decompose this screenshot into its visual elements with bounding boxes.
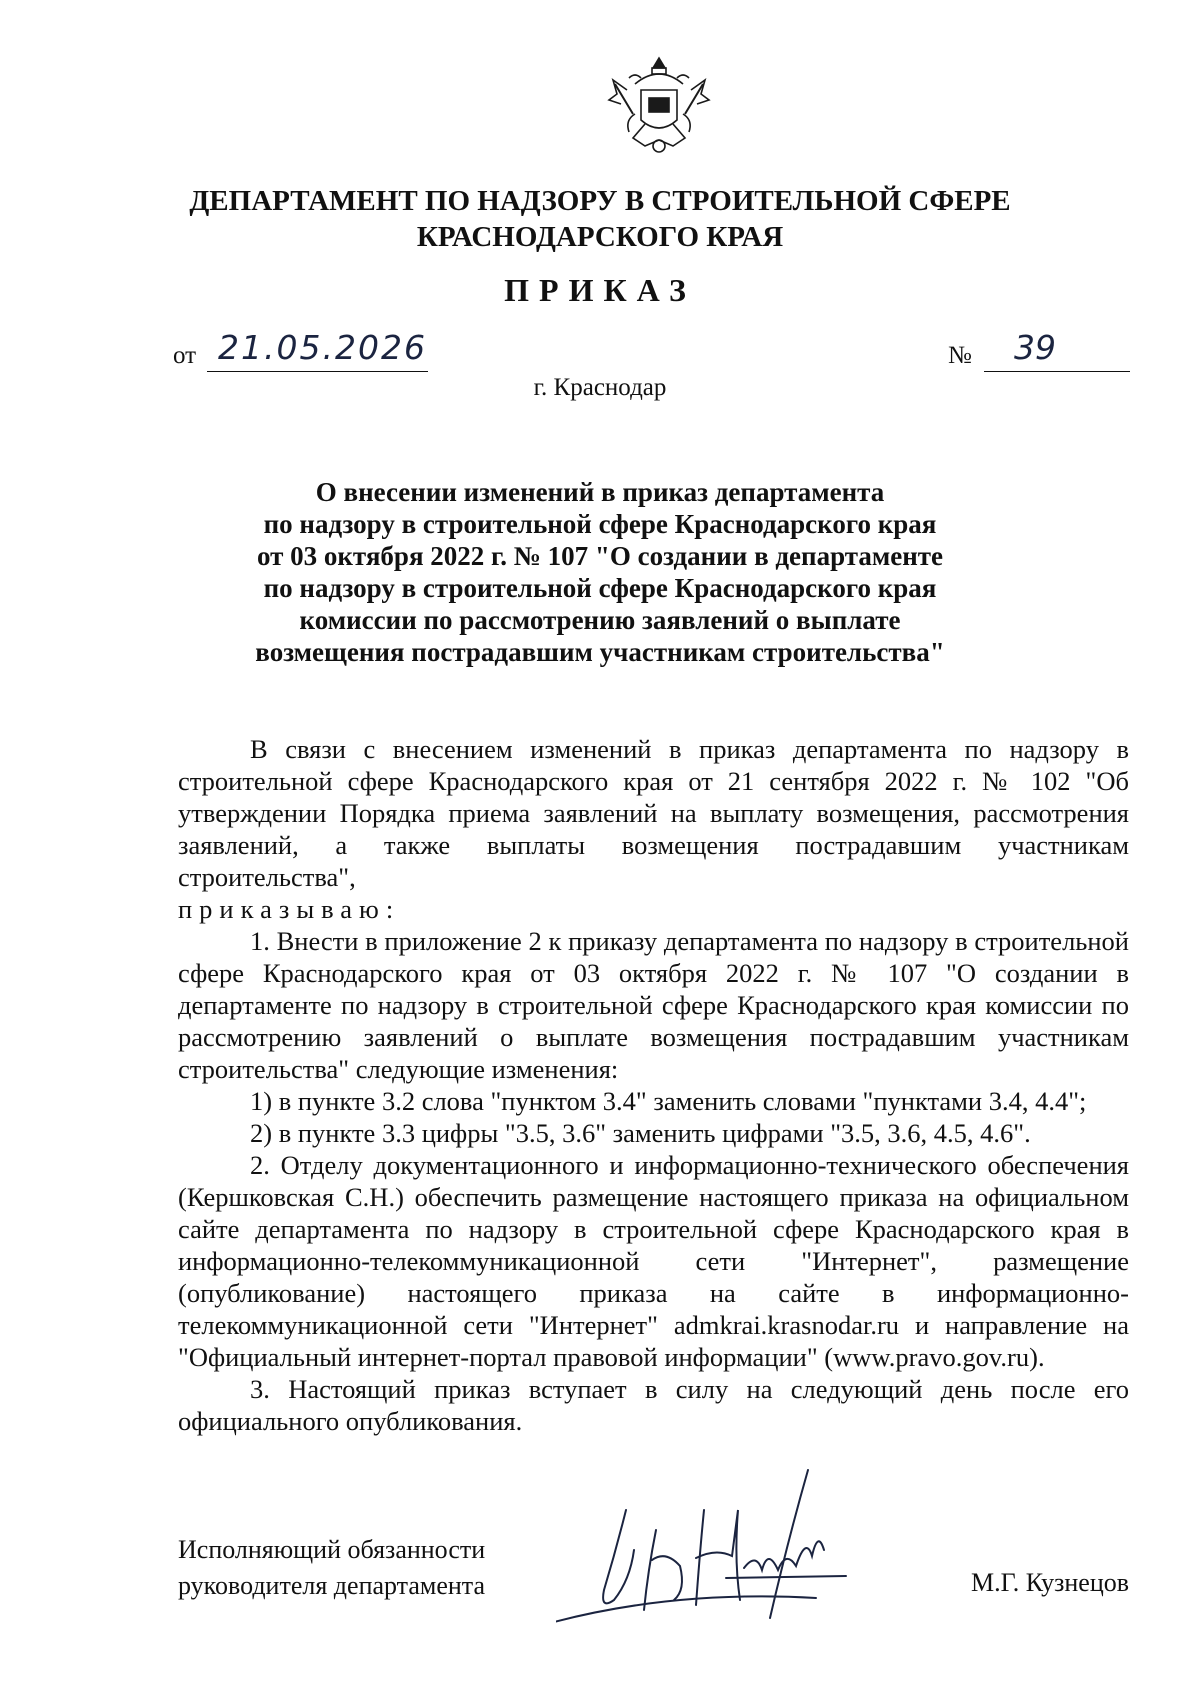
coat-of-arms-emblem xyxy=(605,54,713,158)
date-prefix: от xyxy=(173,342,197,369)
subject-line: комиссии по рассмотрению заявлений о выплате xyxy=(299,605,901,635)
subject-line: О внесении изменений в приказ департамента xyxy=(315,477,885,507)
handwritten-number: 39 xyxy=(1014,328,1056,367)
item-1-subitem-1: 1) в пункте 3.2 слова "пунктом 3.4" заменить словами "пунктами 3.4, 4.4"; xyxy=(250,1086,1087,1116)
signer-position-line1: Исполняющий обязанности xyxy=(178,1535,486,1564)
department-name-line2: КРАСНОДАРСКОГО КРАЯ xyxy=(416,221,784,253)
order-body xyxy=(178,733,1129,1437)
number-underline xyxy=(984,371,1130,372)
item-3-paragraph: 3. Настоящий приказ вступает в силу на следующий день после его официального опубликования. xyxy=(178,1374,1129,1436)
subject-line: возмещения пострадавшим участникам строительства" xyxy=(255,637,945,667)
order-subject xyxy=(0,476,1200,668)
order-word: приказываю: xyxy=(178,894,401,924)
city: г. Краснодар xyxy=(533,374,667,401)
signer-position-line2: руководителя департамента xyxy=(178,1571,486,1600)
date-underline xyxy=(207,371,428,372)
department-header xyxy=(0,183,1200,255)
handwritten-signature xyxy=(556,1440,876,1630)
department-name-line1: ДЕПАРТАМЕНТ ПО НАДЗОРУ В СТРОИТЕЛЬНОЙ СФЕРЕ xyxy=(189,185,1011,217)
handwritten-date: 21.05.2026 xyxy=(218,328,427,367)
item-1-subitem-2: 2) в пункте 3.3 цифры "3.5, 3.6" заменить цифрами "3.5, 3.6, 4.5, 4.6". xyxy=(250,1118,1031,1148)
item-2-paragraph: 2. Отделу документационного и информационно-технического обеспечения (Кершковская С.Н.) обеспечить размещение настоящего приказа на официальном сайте департамента по надзору в строительной сфере Краснодарского края в информационно-телекоммуникационной сети "Интернет", размещение (опубликование) настоящего приказа на сайте в информационно-телекоммуникационной сети "Интернет" admkrai.krasnodar.ru и направление на "Официальный интернет-портал правовой информации" (www.pravo.gov.ru). xyxy=(178,1150,1129,1372)
preamble-paragraph: В связи с внесением изменений в приказ департамента по надзору в строительной сфере Краснодарского края от 21 сентября 2022 г. № 102 "Об утверждении Порядка приема заявлений на выплату возмещения, рассмотрения заявлений, а также выплаты возмещения пострадавшим участникам строительства", xyxy=(178,734,1129,892)
item-1-paragraph: 1. Внести в приложение 2 к приказу департамента по надзору в строительной сфере Краснодарского края от 03 октября 2022 г. № 107 "О создании в департаменте по надзору в строительной сфере Краснодарского края комиссии по рассмотрению заявлений о выплате возмещения пострадавшим участникам строительства" следующие изменения: xyxy=(178,926,1129,1084)
subject-line: по надзору в строительной сфере Краснодарского края xyxy=(263,573,937,603)
signer-name: М.Г. Кузнецов xyxy=(971,1568,1130,1597)
subject-line: по надзору в строительной сфере Краснодарского края xyxy=(263,509,937,539)
subject-line: от 03 октября 2022 г. № 107 "О создании в департаменте xyxy=(256,541,944,571)
signer-position xyxy=(178,1532,485,1604)
document-type-title: ПРИКАЗ xyxy=(504,272,696,308)
number-prefix: № xyxy=(948,342,972,369)
